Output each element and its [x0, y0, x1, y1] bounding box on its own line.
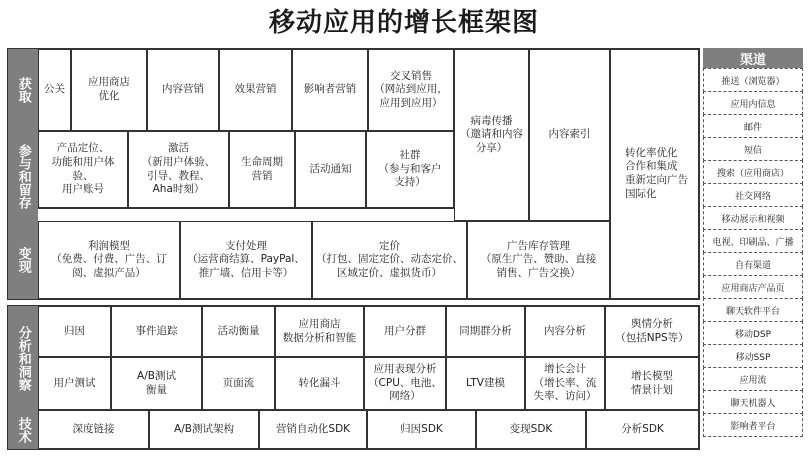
analytics-event-tracking: 事件追踪 — [111, 306, 202, 357]
analytics-app-performance: 应用表现分析 （CPU、电池、 网络） — [364, 357, 446, 410]
analytics-ltv-modeling: LTV建模 — [446, 357, 525, 410]
analytics-user-testing: 用户测试 — [38, 357, 111, 410]
section-label-monetization: 变现 — [8, 221, 38, 299]
engagement-notifications: 活动通知 — [295, 131, 366, 208]
engagement-community: 社群 （参与和客户 支持） — [366, 131, 454, 208]
channels-header: 渠道 — [703, 48, 803, 68]
analytics-growth-model: 增长模型 情景计划 — [605, 357, 699, 410]
analytics-ab-test-measurement: A/B测试 衡量 — [111, 357, 202, 410]
channel-item: 移动SSP — [703, 344, 803, 368]
tech-deep-linking: 深度链接 — [38, 410, 149, 449]
channel-item: 移动DSP — [703, 321, 803, 345]
analytics-campaign-measurement: 活动衡量 — [202, 306, 275, 357]
engagement-lifecycle-marketing: 生命周期 营销 — [229, 131, 295, 208]
acquisition-influencer-marketing: 影响者营销 — [292, 49, 368, 131]
analytics-user-segmentation: 用户分群 — [364, 306, 446, 357]
channel-item: 社交网络 — [703, 183, 803, 207]
tech-attribution-sdk: 归因SDK — [367, 410, 476, 449]
analytics-app-store-intelligence: 应用商店 数据分析和智能 — [275, 306, 364, 357]
channel-item: 自有渠道 — [703, 252, 803, 276]
channel-item: 电视、印刷品、广播 — [703, 229, 803, 253]
section-label-engagement: 参与和留存 — [8, 131, 38, 221]
section-label-acquisition: 获取 — [8, 49, 38, 131]
channel-item: 邮件 — [703, 114, 803, 138]
engagement-row-divider — [38, 208, 454, 209]
section-label-technology: 技术 — [8, 410, 38, 449]
channels-panel — [703, 48, 803, 450]
analytics-sentiment-analysis: 舆情分析 （包括NPS等） — [605, 306, 699, 357]
channel-item: 搜索（应用商店） — [703, 160, 803, 184]
monetization-ad-inventory: 广告库存管理 （原生广告、赞助、直接 销售、广告交换） — [467, 221, 610, 299]
analytics-growth-accounting: 增长会计 （增长率、流 失率、访问） — [525, 357, 605, 410]
acquisition-content-marketing: 内容营销 — [147, 49, 219, 131]
analytics-conversion-funnel: 转化漏斗 — [275, 357, 364, 410]
tech-monetization-sdk: 变现SDK — [476, 410, 586, 449]
section-label-analytics: 分析和洞察 — [8, 306, 38, 410]
tech-ab-test-framework: A/B测试架构 — [149, 410, 259, 449]
conversion-optimization: 转化率优化 合作和集成 重新定向广告 国际化 — [610, 49, 699, 299]
acquisition-cross-sell: 交叉销售 （网站到应用， 应用到应用） — [368, 49, 454, 131]
tech-analytics-sdk: 分析SDK — [586, 410, 699, 449]
analytics-attribution: 归因 — [38, 306, 111, 357]
analytics-content-analysis: 内容分析 — [525, 306, 605, 357]
channel-item: 聊天机器人 — [703, 390, 803, 414]
monetization-profit-model: 利润模型 （免费、付费、广告、订 阅、虚拟产品） — [38, 221, 180, 299]
channel-item: 移动展示和视频 — [703, 206, 803, 230]
engagement-activation: 激活 （新用户体验、 引导、教程、 Aha时刻） — [128, 131, 229, 208]
channel-item: 应用流 — [703, 367, 803, 391]
viral-sharing: 病毒传播 （邀请和内容 分享） — [454, 49, 529, 221]
tech-marketing-automation-sdk: 营销自动化SDK — [259, 410, 367, 449]
monetization-payment-processing: 支付处理 （运营商结算、PayPal、 推广墙、信用卡等） — [180, 221, 312, 299]
channel-item: 应用商店产品页 — [703, 275, 803, 299]
engagement-product-positioning: 产品定位、 功能和用户体验、 用户账号 — [38, 131, 128, 208]
channel-item: 推送（浏览器） — [703, 68, 803, 92]
analytics-page-flow: 页面流 — [202, 357, 275, 410]
page-title: 移动应用的增长框架图 — [268, 8, 539, 38]
monetization-pricing: 定价 （打包、固定定价、动态定价、 区域定价、虚拟货币） — [312, 221, 467, 299]
channel-item: 聊天软件平台 — [703, 298, 803, 322]
analytics-cohort-analysis: 同期群分析 — [446, 306, 525, 357]
acquisition-performance-marketing: 效果营销 — [219, 49, 292, 131]
channel-item: 影响者平台 — [703, 413, 803, 437]
channel-item: 短信 — [703, 137, 803, 161]
content-indexing: 内容索引 — [529, 49, 610, 221]
acquisition-app-store-optimization: 应用商店 优化 — [71, 49, 147, 131]
acquisition-pr: 公关 — [38, 49, 71, 131]
channel-item: 应用内信息 — [703, 91, 803, 115]
